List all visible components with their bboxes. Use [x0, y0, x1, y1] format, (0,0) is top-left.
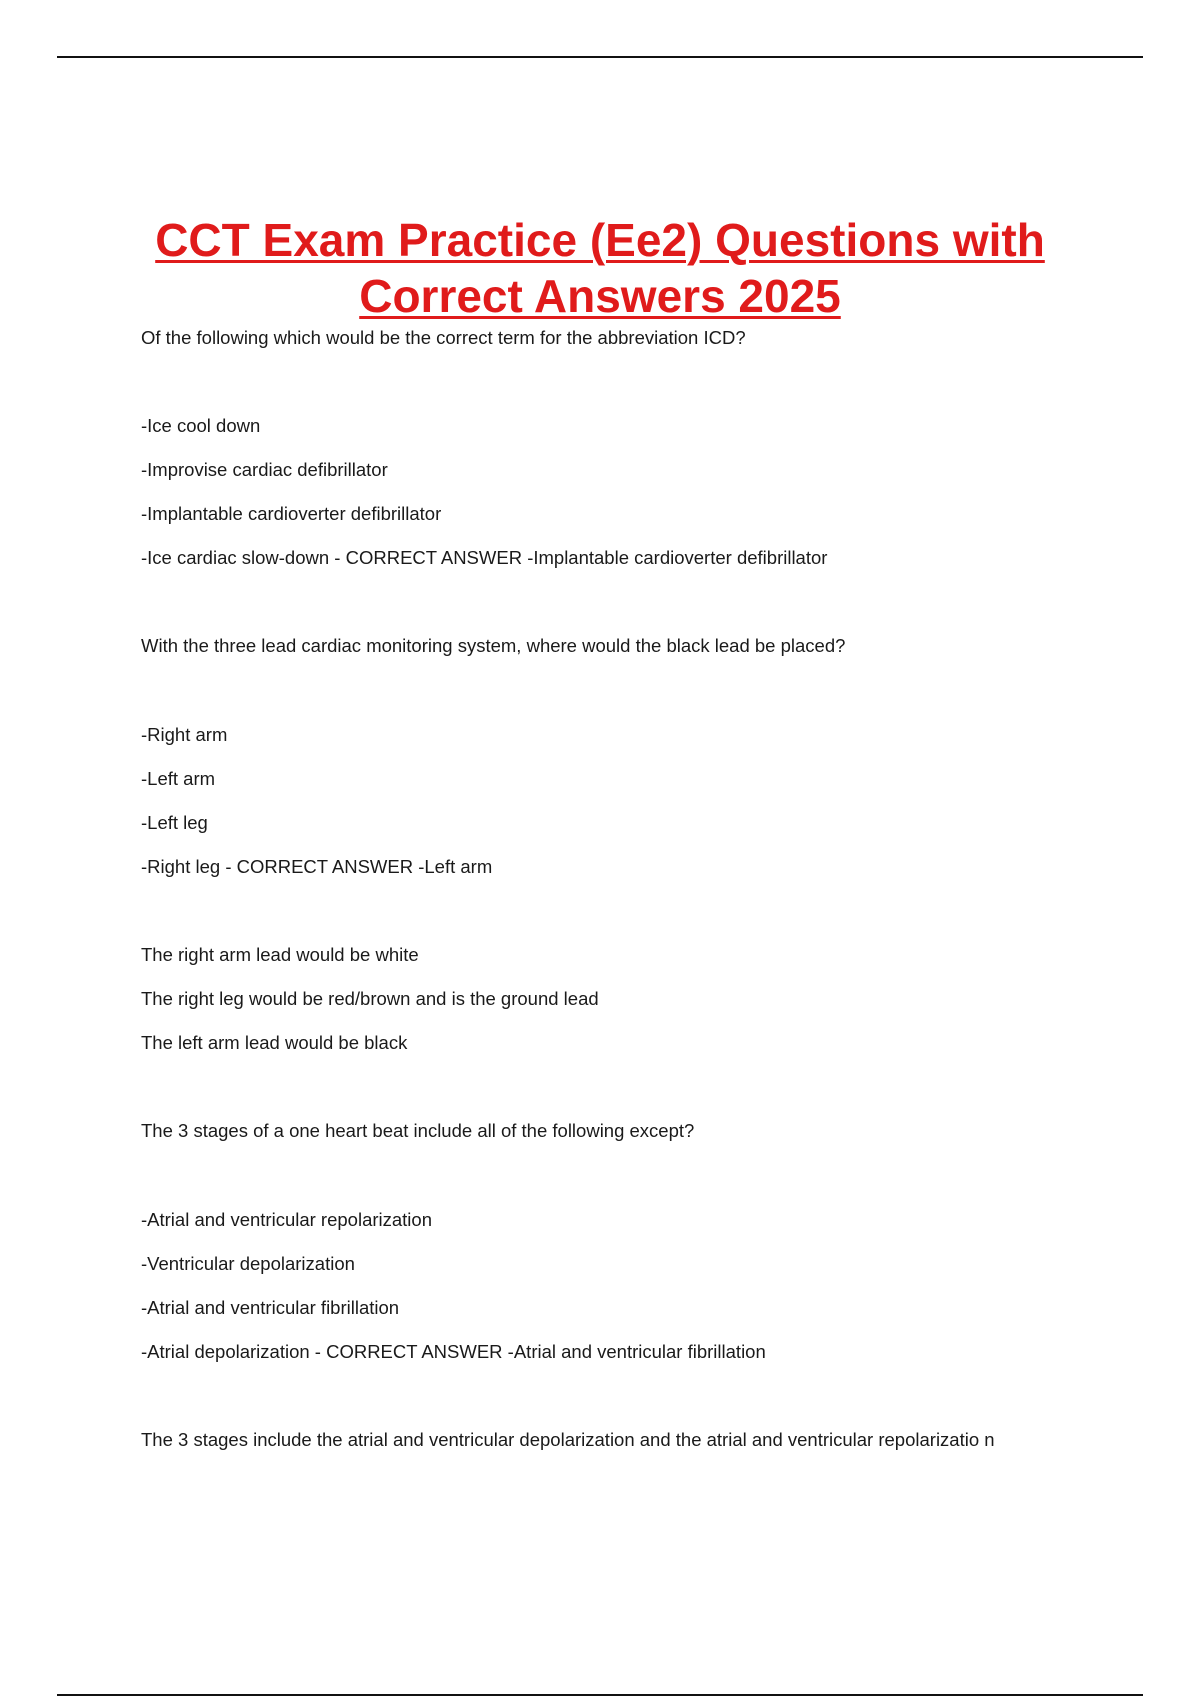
q2-option-4-answer: -Right leg - CORRECT ANSWER -Left arm — [141, 856, 493, 877]
q3-option-1: -Atrial and ventricular repolarization — [141, 1209, 432, 1230]
q3-option-3: -Atrial and ventricular fibrillation — [141, 1297, 400, 1318]
top-rule — [57, 56, 1143, 58]
question-2: With the three lead cardiac monitoring system, where would the black lead be placed? — [141, 635, 846, 656]
q2-option-3: -Left leg — [141, 812, 208, 833]
q3-option-4-answer: -Atrial depolarization - CORRECT ANSWER -Atrial and ventricular fibrillation — [141, 1341, 766, 1362]
title-line-1: CCT Exam Practice (Ee2) Questions with — [155, 214, 1045, 266]
q1-option-3: -Implantable cardioverter defibrillator — [141, 503, 442, 524]
q1-option-4-answer: -Ice cardiac slow-down - CORRECT ANSWER -Implantable cardioverter defibrillator — [141, 547, 828, 568]
q2-option-1: -Right arm — [141, 724, 228, 745]
q3-option-2: -Ventricular depolarization — [141, 1253, 355, 1274]
q2-option-2: -Left arm — [141, 768, 216, 789]
q2-explanation-3: The left arm lead would be black — [141, 1032, 408, 1053]
q1-option-1: -Ice cool down — [141, 415, 261, 436]
document-title — [130, 212, 1070, 324]
question-1: Of the following which would be the correct term for the abbreviation ICD? — [141, 327, 746, 348]
question-3: The 3 stages of a one heart beat include all of the following except? — [141, 1120, 695, 1141]
q3-explanation: The 3 stages include the atrial and ventricular depolarization and the atrial and ventricular repolarizatio n — [141, 1429, 995, 1450]
q2-explanation-2: The right leg would be red/brown and is the ground lead — [141, 988, 599, 1009]
bottom-rule — [57, 1694, 1143, 1696]
q2-explanation-1: The right arm lead would be white — [141, 944, 419, 965]
q1-option-2: -Improvise cardiac defibrillator — [141, 459, 388, 480]
title-line-2: Correct Answers 2025 — [359, 270, 841, 322]
